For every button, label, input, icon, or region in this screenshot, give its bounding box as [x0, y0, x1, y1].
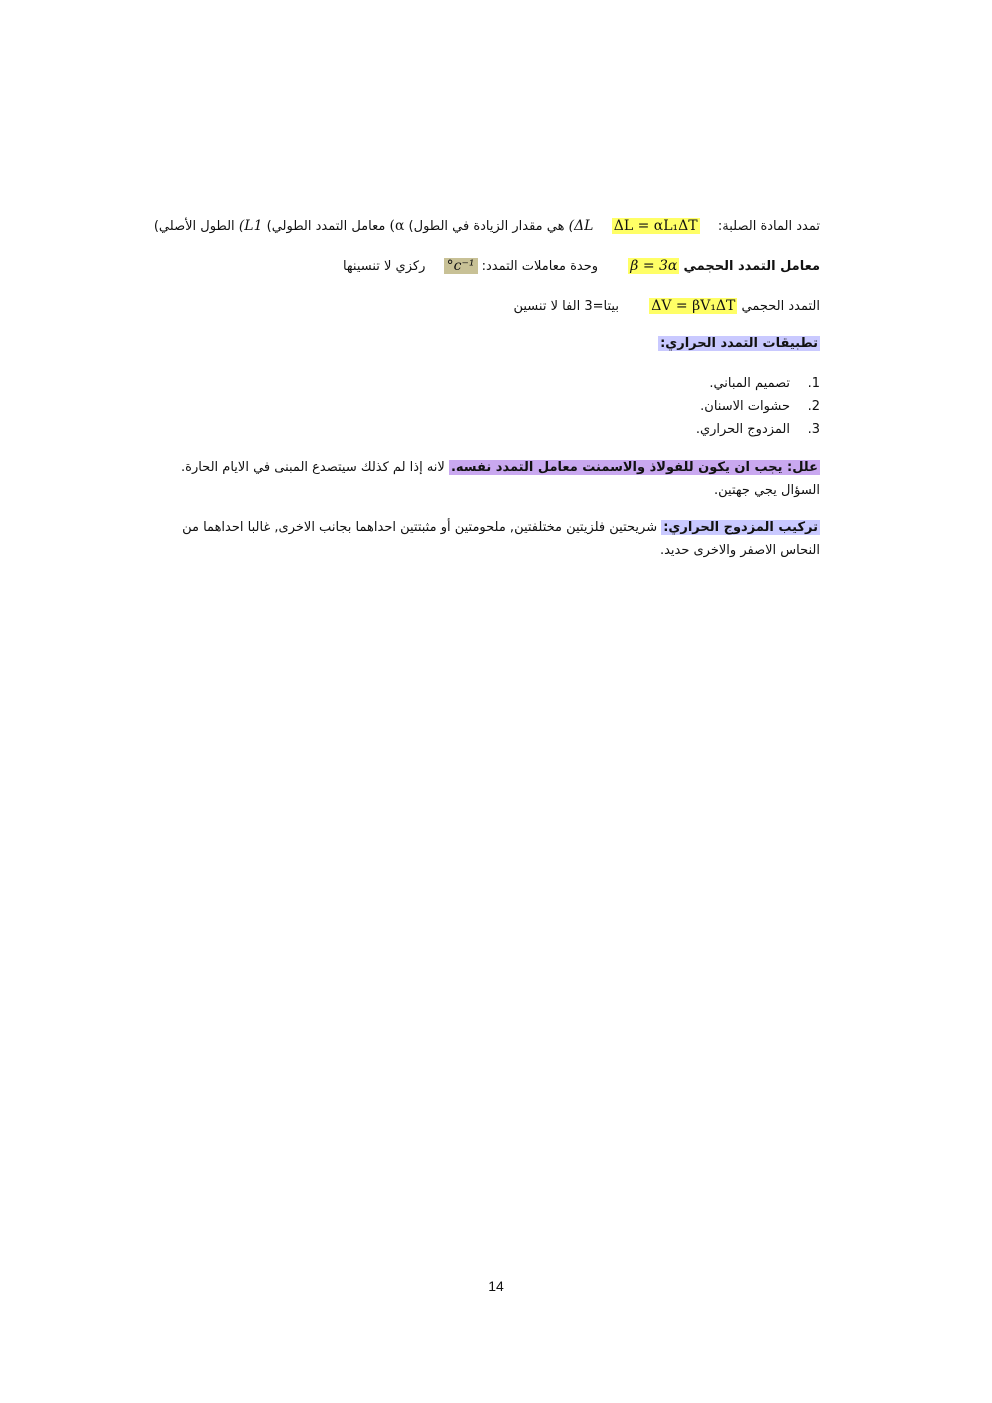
- applications-heading-text: تطبيقات التمدد الحراري:: [660, 336, 818, 351]
- linear-expansion-formula: ΔL = αL₁ΔT: [613, 218, 698, 234]
- list-item: [709, 374, 820, 394]
- unit-label: وحدة معاملات التمدد:: [481, 259, 599, 274]
- mnemonic-note: ركزي لا تنسينها: [342, 259, 426, 274]
- volume-expansion-label: التمدد الحجمي: [741, 299, 820, 314]
- reason-question: علل: يجب ان يكون للفولاذ والاسمنت معامل التمدد نفسه.: [450, 460, 818, 475]
- volume-expansion-line: [513, 296, 820, 317]
- page-number: 14: [488, 1278, 504, 1294]
- volume-coefficient-formula: β = 3α: [630, 258, 678, 274]
- list-item: [696, 420, 820, 440]
- thermocouple-description: شريحتين فلزيتين مختلفتين, ملحومتين أو مثبتتين احداهما بجانب الاخرى, غالبا احداهما من النحاس الاصفر والاخرى حديد.: [182, 520, 820, 558]
- delta-l-description: هي مقدار الزيادة في الطول): [408, 219, 565, 234]
- applications-heading: [658, 334, 820, 354]
- l1-description: الطول الأصلي): [153, 219, 235, 234]
- volume-coefficient-label: معامل التمدد الحجمي: [683, 259, 820, 274]
- alpha-symbol: (α: [389, 218, 405, 234]
- alpha-description: معامل التمدد الطولي): [266, 219, 386, 234]
- list-item-text: المزدوج الحراري.: [695, 422, 790, 437]
- list-item-number: 3.: [807, 422, 820, 437]
- volume-expansion-formula: ΔV = βV₁ΔT: [651, 298, 736, 314]
- reason-paragraph: [180, 456, 820, 502]
- delta-l-symbol: (ΔL: [568, 218, 594, 234]
- thermocouple-paragraph: [180, 516, 820, 562]
- solid-expansion-label: تمدد المادة الصلبة:: [717, 219, 820, 234]
- solid-expansion-line: [154, 216, 820, 237]
- list-item-number: 1.: [807, 376, 820, 391]
- l1-symbol: (L1: [238, 218, 263, 234]
- thermocouple-heading: تركيب المزدوج الحراري:: [663, 520, 818, 535]
- volume-coefficient-line: [343, 256, 820, 277]
- reason-answer: لانه إذا لم كذلك سيتصدع المبنى في الايام الحارة. السؤال يجي جهتين.: [181, 460, 820, 498]
- beta-alpha-note: بيتا=3 الفا لا تنسين: [513, 299, 619, 314]
- unit-value: °c⁻¹: [444, 258, 478, 274]
- list-item-text: تصميم المباني.: [709, 376, 790, 391]
- list-item-number: 2.: [807, 399, 820, 414]
- list-item: [700, 397, 820, 417]
- list-item-text: حشوات الاسنان.: [700, 399, 790, 414]
